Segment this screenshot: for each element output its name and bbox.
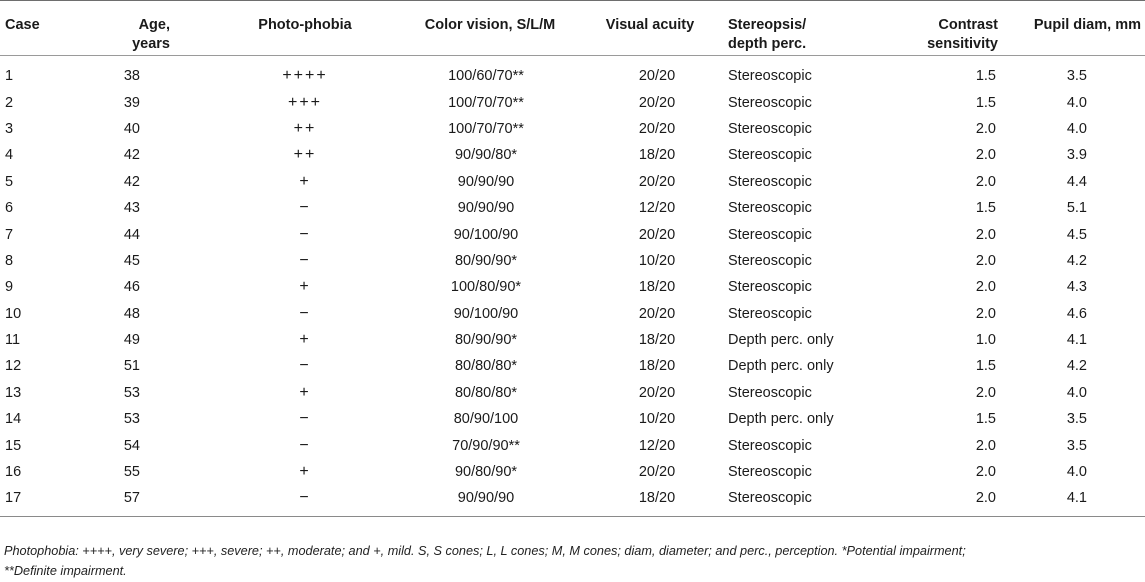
cell-age: 42 bbox=[123, 173, 140, 190]
cell-pupil-diam: 3.5 bbox=[1066, 68, 1087, 85]
cell-age: 39 bbox=[123, 94, 140, 111]
cell-stereopsis: Stereoscopic bbox=[728, 279, 812, 296]
table-row bbox=[0, 56, 1145, 90]
cell-pupil-diam: 4.4 bbox=[1066, 173, 1087, 190]
cell-color-vision: 100/70/70** bbox=[448, 120, 524, 137]
table-row bbox=[0, 459, 1145, 485]
header-row bbox=[0, 1, 1145, 56]
header-age: Age, years bbox=[110, 1, 210, 56]
cell-stereopsis: Stereoscopic bbox=[728, 437, 812, 454]
cell-photophobia: +++ bbox=[287, 93, 323, 111]
cell-pupil-diam: 4.3 bbox=[1066, 279, 1087, 296]
cell-contrast: 2.0 bbox=[975, 147, 996, 164]
cell-color-vision: 80/90/90* bbox=[454, 332, 518, 349]
header-case: Case bbox=[0, 1, 110, 56]
cell-age: 51 bbox=[123, 358, 140, 375]
header-contrast-line2: sensitivity bbox=[927, 36, 998, 52]
cell-photophobia: − bbox=[210, 485, 400, 516]
cell-case: 17 bbox=[0, 485, 110, 516]
cell-color-vision: 90/90/80* bbox=[454, 147, 518, 164]
footnote-line2: **Definite impairment. bbox=[4, 564, 127, 578]
cell-visual-acuity: 12/20 bbox=[638, 200, 676, 217]
cell-photophobia: + bbox=[299, 383, 311, 401]
cell-age: 43 bbox=[123, 200, 140, 217]
cell-visual-acuity: 12/20 bbox=[638, 437, 676, 454]
cell-case: 8 bbox=[5, 252, 14, 269]
cell-pupil-diam: 4.0 bbox=[1066, 384, 1087, 401]
cell-case: 5 bbox=[5, 173, 14, 190]
cell-visual-acuity: 20/20 bbox=[638, 464, 676, 481]
cell-case: 7 bbox=[5, 226, 14, 243]
cell-color-vision: 90/100/90 bbox=[453, 305, 519, 322]
cell-color-vision: 100/80/90* bbox=[450, 279, 522, 296]
table-row bbox=[0, 301, 1145, 327]
cell-pupil-diam: 3.9 bbox=[1066, 147, 1087, 164]
cell-color-vision: 90/90/90 bbox=[457, 173, 515, 190]
cell-case: 4 bbox=[5, 147, 14, 164]
cell-age: 54 bbox=[123, 437, 140, 454]
cell-contrast: 2.0 bbox=[975, 226, 996, 243]
table-row bbox=[0, 485, 1145, 516]
cell-case: 9 bbox=[5, 279, 14, 296]
cell-photophobia: ++ bbox=[293, 146, 317, 164]
header-stereopsis-line1: Stereopsis/ bbox=[728, 17, 807, 33]
cell-color-vision: 70/90/90** bbox=[452, 437, 520, 454]
cell-age: 48 bbox=[123, 305, 140, 322]
cell-pupil-diam: 4.6 bbox=[1066, 305, 1087, 322]
cell-stereopsis: Stereoscopic bbox=[728, 200, 812, 217]
cell-age: 42 bbox=[123, 147, 140, 164]
header-visual-acuity: Visual acuity bbox=[580, 1, 720, 56]
cell-pupil-diam: 4.5 bbox=[1066, 226, 1087, 243]
cell-contrast: 2.0 bbox=[975, 437, 996, 454]
cell-pupil-diam: 4.0 bbox=[1066, 120, 1087, 137]
cell-contrast: 2.0 bbox=[975, 252, 996, 269]
cell-contrast: 2.0 bbox=[975, 120, 996, 137]
cell-stereopsis: Depth perc. only bbox=[728, 332, 834, 349]
cell-pupil-diam: 3.5 bbox=[1066, 437, 1087, 454]
cell-age: 53 bbox=[123, 411, 140, 428]
cell-case: 10 bbox=[5, 305, 22, 322]
table-row bbox=[0, 327, 1145, 353]
cell-color-vision: 80/80/80* bbox=[454, 384, 518, 401]
cell-stereopsis: Stereoscopic bbox=[728, 384, 812, 401]
cell-age: 44 bbox=[123, 226, 140, 243]
cell-pupil-diam: 4.1 bbox=[1066, 332, 1087, 349]
cell-color-vision: 80/80/80* bbox=[454, 358, 518, 375]
cell-visual-acuity: 20/20 bbox=[638, 120, 676, 137]
cell-photophobia: + bbox=[299, 331, 311, 349]
table-row bbox=[0, 169, 1145, 195]
cell-contrast: 1.5 bbox=[975, 358, 996, 375]
cell-photophobia: + bbox=[299, 278, 311, 296]
cell-pupil-diam: 3.5 bbox=[1066, 411, 1087, 428]
table-row bbox=[0, 406, 1145, 432]
cell-pupil-diam: 4.2 bbox=[1066, 358, 1087, 375]
header-photophobia: Photo-phobia bbox=[210, 1, 400, 56]
cell-stereopsis: Stereoscopic bbox=[728, 252, 812, 269]
header-color-vision: Color vision, S/L/M bbox=[400, 1, 580, 56]
cell-visual-acuity: 20/20 bbox=[638, 173, 676, 190]
table-row bbox=[0, 116, 1145, 142]
cell-stereopsis: Depth perc. only bbox=[728, 411, 834, 428]
cell-visual-acuity: 20/20 bbox=[638, 94, 676, 111]
cell-case: 15 bbox=[5, 437, 22, 454]
cell-color-vision: 100/60/70** bbox=[448, 68, 524, 85]
cell-case: 12 bbox=[5, 358, 22, 375]
cell-pupil-diam: 4.1 bbox=[1004, 485, 1145, 516]
cell-color-vision: 80/90/90* bbox=[454, 252, 518, 269]
table-row bbox=[0, 432, 1145, 458]
cell-contrast: 2.0 bbox=[975, 464, 996, 481]
header-stereopsis bbox=[720, 1, 883, 56]
table-header bbox=[0, 1, 1145, 56]
cell-color-vision: 80/90/100 bbox=[453, 411, 519, 428]
footnote-line1: Photophobia: ++++, very severe; +++, severe; ++, moderate; and +, mild. S, S cones; L, L cones; M, M cones; diam, diameter; and perc., perception. *Potential impairment; bbox=[4, 544, 966, 558]
cell-pupil-diam: 5.1 bbox=[1066, 200, 1087, 217]
cell-color-vision: 100/70/70** bbox=[448, 94, 524, 111]
cell-visual-acuity: 20/20 bbox=[638, 305, 676, 322]
cell-age: 55 bbox=[123, 464, 140, 481]
cell-visual-acuity: 18/20 bbox=[638, 147, 676, 164]
table-body bbox=[0, 56, 1145, 517]
cell-pupil-diam: 4.2 bbox=[1066, 252, 1087, 269]
cell-contrast: 2.0 bbox=[975, 384, 996, 401]
cell-photophobia: ++++ bbox=[282, 67, 328, 85]
table-row bbox=[0, 248, 1145, 274]
cell-visual-acuity: 20/20 bbox=[638, 226, 676, 243]
cell-case: 6 bbox=[5, 200, 14, 217]
cell-stereopsis: Stereoscopic bbox=[728, 464, 812, 481]
cell-case: 2 bbox=[5, 94, 14, 111]
cell-photophobia: − bbox=[299, 410, 311, 428]
cell-stereopsis: Stereoscopic bbox=[720, 485, 883, 516]
cell-photophobia: + bbox=[299, 463, 311, 481]
cell-age: 49 bbox=[123, 332, 140, 349]
cell-contrast: 2.0 bbox=[883, 485, 1004, 516]
cell-age: 38 bbox=[123, 68, 140, 85]
cell-photophobia: − bbox=[299, 304, 311, 322]
cell-pupil-diam: 4.0 bbox=[1066, 94, 1087, 111]
cell-contrast: 2.0 bbox=[975, 173, 996, 190]
cell-age: 46 bbox=[123, 279, 140, 296]
cell-visual-acuity: 20/20 bbox=[638, 384, 676, 401]
cell-contrast: 1.5 bbox=[975, 94, 996, 111]
header-contrast bbox=[883, 1, 1004, 56]
cell-photophobia: + bbox=[299, 172, 311, 190]
table-row bbox=[0, 89, 1145, 115]
cell-contrast: 1.5 bbox=[975, 68, 996, 85]
cell-stereopsis: Stereoscopic bbox=[728, 120, 812, 137]
cell-stereopsis: Stereoscopic bbox=[728, 226, 812, 243]
cell-photophobia: ++ bbox=[293, 119, 317, 137]
cell-age: 57 bbox=[110, 485, 210, 516]
cell-visual-acuity: 18/20 bbox=[580, 485, 720, 516]
cell-age: 53 bbox=[123, 384, 140, 401]
table-row bbox=[0, 380, 1145, 406]
cell-age: 45 bbox=[123, 252, 140, 269]
cell-visual-acuity: 10/20 bbox=[638, 252, 676, 269]
cell-visual-acuity: 18/20 bbox=[638, 358, 676, 375]
cell-stereopsis: Stereoscopic bbox=[728, 173, 812, 190]
cell-age: 40 bbox=[123, 120, 140, 137]
cell-case: 14 bbox=[5, 411, 22, 428]
cell-stereopsis: Stereoscopic bbox=[728, 147, 812, 164]
table-footnote bbox=[4, 541, 1140, 581]
table-row bbox=[0, 195, 1145, 221]
table-row bbox=[0, 142, 1145, 168]
table-row bbox=[0, 353, 1145, 379]
cell-contrast: 2.0 bbox=[975, 305, 996, 322]
cell-contrast: 1.5 bbox=[975, 411, 996, 428]
cell-case: 11 bbox=[5, 332, 21, 349]
cell-color-vision: 90/90/90 bbox=[457, 200, 515, 217]
cell-color-vision: 90/90/90 bbox=[400, 485, 580, 516]
cell-case: 16 bbox=[5, 464, 22, 481]
cell-contrast: 1.0 bbox=[975, 332, 996, 349]
cell-case: 13 bbox=[5, 384, 22, 401]
cell-case: 3 bbox=[5, 120, 14, 137]
cell-photophobia: − bbox=[299, 199, 311, 217]
cell-stereopsis: Stereoscopic bbox=[728, 305, 812, 322]
cell-photophobia: − bbox=[299, 251, 311, 269]
cell-color-vision: 90/80/90* bbox=[454, 464, 518, 481]
header-contrast-line1: Contrast bbox=[938, 17, 998, 33]
cell-case: 1 bbox=[5, 68, 14, 85]
header-stereopsis-line2: depth perc. bbox=[728, 36, 807, 52]
cell-contrast: 1.5 bbox=[975, 200, 996, 217]
cell-visual-acuity: 18/20 bbox=[638, 332, 676, 349]
table-row bbox=[0, 274, 1145, 300]
header-pupil: Pupil diam, mm bbox=[1004, 1, 1145, 56]
cell-stereopsis: Depth perc. only bbox=[728, 358, 834, 375]
cell-photophobia: − bbox=[299, 436, 311, 454]
cell-stereopsis: Stereoscopic bbox=[728, 68, 812, 85]
cell-visual-acuity: 18/20 bbox=[638, 279, 676, 296]
cell-contrast: 2.0 bbox=[975, 279, 996, 296]
table-row bbox=[0, 221, 1145, 247]
cell-stereopsis: Stereoscopic bbox=[728, 94, 812, 111]
cell-photophobia: − bbox=[299, 225, 311, 243]
cell-visual-acuity: 10/20 bbox=[638, 411, 676, 428]
cell-color-vision: 90/100/90 bbox=[453, 226, 519, 243]
cell-visual-acuity: 20/20 bbox=[638, 68, 676, 85]
cell-pupil-diam: 4.0 bbox=[1066, 464, 1087, 481]
cell-photophobia: − bbox=[299, 357, 311, 375]
